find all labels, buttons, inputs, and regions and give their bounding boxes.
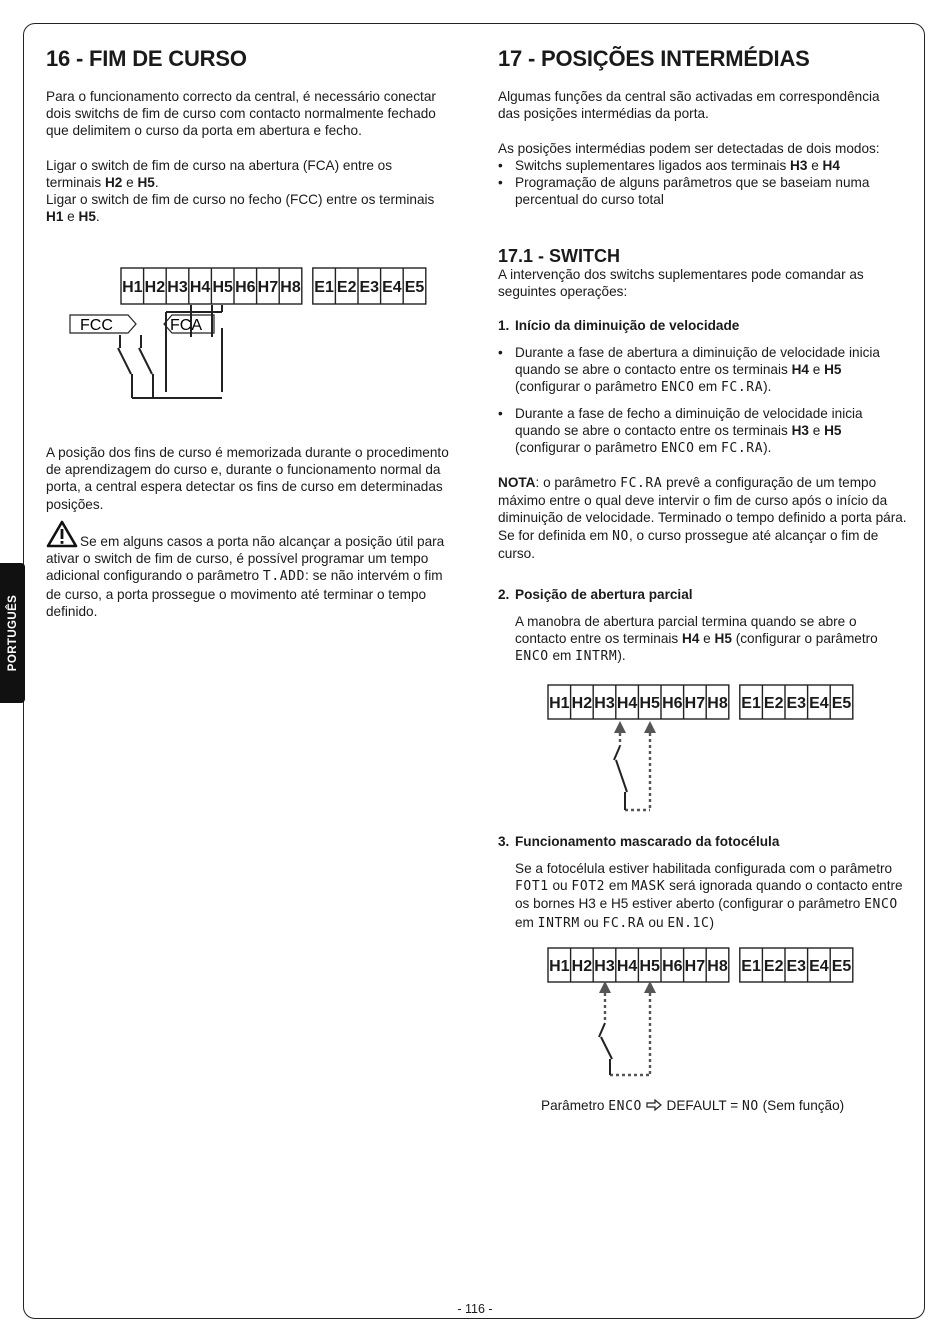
subsection-17-1-intro: A intervenção dos switchs suplementares pode comandar as seguintes operações:	[498, 267, 864, 300]
terminal-h8: H8	[707, 695, 728, 712]
terminal-h6: H6	[235, 279, 256, 296]
section-16-title: 16 - FIM DE CURSO	[46, 46, 247, 71]
terminal-e5: E5	[831, 695, 852, 712]
terminal-h2: H2	[571, 695, 593, 712]
terminal-e3: E3	[786, 695, 807, 712]
terminal-e4: E4	[382, 279, 402, 296]
section-16-memory-text: A posição dos fins de curso é memorizada durante o procedimento de aprendizagem do curso e, durante o funcionamento normal da porta, a central espera detectar os fins de curso em determinadas posições.	[46, 445, 449, 512]
nota-text: NOTA: o parâmetro FC.RA prevê a configuração de um tempo máximo entre o qual deve intervir o fim de curso após o início da diminuição de velocidade. Terminado o tempo definido a porta pára. Se for definida em NO, o curso prossegue até alcançar o fim de curso.	[498, 475, 907, 561]
terminal-h1: H1	[549, 958, 570, 975]
terminal-h7: H7	[684, 695, 706, 712]
item-3-text: Se a fotocélula estiver habilitada configurada com o parâmetro FOT1 ou FOT2 em MASK será ignorada quando o contacto entre os bornes H3 e H5 estiver aberto (configurar o parâmetro ENCO em INTRM ou FC.RA ou EN.1C)	[515, 861, 903, 931]
terminal-h5: H5	[639, 958, 660, 975]
up-arrow-icon	[614, 721, 626, 733]
fca-label: FCA	[170, 317, 202, 334]
terminal-h8: H8	[280, 279, 301, 296]
section-17-title: 17 - POSIÇÕES INTERMÉDIAS	[498, 46, 810, 71]
photocell-mask-wiring-diagram	[545, 947, 865, 1082]
terminal-h7: H7	[257, 279, 279, 296]
terminal-e4: E4	[809, 958, 829, 975]
terminal-e4: E4	[809, 695, 829, 712]
terminal-h4: H4	[189, 279, 211, 296]
terminal-e2: E2	[763, 958, 784, 975]
language-tab-label: PORTUGUÊS	[6, 594, 19, 672]
terminal-h4: H4	[616, 695, 638, 712]
section-17-intro: Algumas funções da central são activadas em correspondência das posições intermédias da porta.	[498, 89, 880, 122]
terminal-h8: H8	[707, 958, 728, 975]
arrow-right-icon	[646, 1098, 663, 1113]
terminal-h3: H3	[594, 695, 615, 712]
terminal-h3: H3	[167, 279, 188, 296]
terminal-h6: H6	[662, 958, 683, 975]
up-arrow-icon	[644, 721, 656, 733]
terminal-e5: E5	[831, 958, 852, 975]
section-16-fca-instruction: Ligar o switch de fim de curso na abertura (FCA) entre os terminais H2 e H5.	[46, 158, 393, 191]
terminal-h2: H2	[144, 279, 166, 296]
terminal-h7: H7	[684, 958, 706, 975]
terminal-h6: H6	[662, 695, 683, 712]
limit-switch-wiring-diagram	[60, 262, 440, 407]
terminal-e1: E1	[741, 958, 761, 975]
terminal-h5: H5	[212, 279, 233, 296]
partial-opening-wiring-diagram	[545, 682, 865, 817]
section-17-modes-intro: As posições intermédias podem ser detectadas de dois modos:	[498, 141, 880, 156]
terminal-e5: E5	[404, 279, 425, 296]
terminal-h3: H3	[594, 958, 615, 975]
item-2-text: A manobra de abertura parcial termina quando se abre o contacto entre os terminais H4 e H5 (configurar o parâmetro ENCO em INTRM).	[515, 614, 878, 665]
parameter-default-line: Parâmetro ENCO DEFAULT = NO (Sem função)	[541, 1098, 845, 1114]
terminal-e1: E1	[741, 695, 761, 712]
up-arrow-icon	[644, 981, 656, 993]
terminal-e3: E3	[359, 279, 380, 296]
terminal-e3: E3	[786, 958, 807, 975]
section-16-fcc-instruction: Ligar o switch de fim de curso no fecho (FCC) entre os terminais H1 e H5.	[46, 192, 435, 225]
terminal-h4: H4	[616, 958, 638, 975]
subsection-17-1-title: 17.1 - SWITCH	[498, 246, 621, 266]
terminal-e2: E2	[336, 279, 357, 296]
terminal-e2: E2	[763, 695, 784, 712]
terminal-h1: H1	[549, 695, 570, 712]
terminal-h1: H1	[122, 279, 143, 296]
section-16-intro: Para o funcionamento correcto da central, é necessário conectar dois switchs de fim de curso com contacto normalmente fechado que delimitem o curso da porta em abertura e fecho.	[46, 89, 436, 139]
section-16-warning-text: Se em alguns casos a porta não alcançar a posição útil para ativar o switch de fim de curso, é possível programar um tempo adicional configurando o parâmetro T.ADD: se não intervém o fim de curso, a porta prossegue o movimento até terminar o tempo definido.	[46, 534, 445, 619]
language-tab	[0, 563, 25, 703]
up-arrow-icon	[599, 981, 611, 993]
terminal-h2: H2	[571, 958, 593, 975]
terminal-e1: E1	[314, 279, 334, 296]
terminal-h5: H5	[639, 695, 660, 712]
page-number: - 116 -	[457, 1302, 493, 1316]
fcc-label: FCC	[80, 317, 113, 334]
